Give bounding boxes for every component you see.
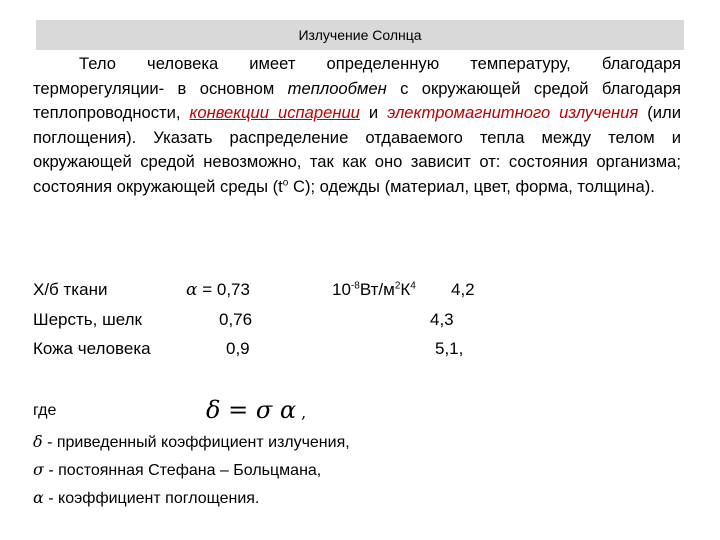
- def-alpha-symbol: α: [33, 488, 44, 507]
- alpha-value-cotton: [186, 280, 250, 300]
- definition-delta: [33, 432, 350, 452]
- formula-alpha: α: [272, 396, 297, 424]
- alpha-value-wool: 0,76: [219, 310, 253, 329]
- alpha-symbol: α: [186, 280, 198, 300]
- para-em-radiation: электромагнитного излучения: [387, 103, 639, 123]
- def-alpha-text: - коэффициент поглощения.: [43, 490, 260, 507]
- unit-base: 10: [332, 280, 351, 299]
- def-delta-text: - приведенный коэффициент излучения,: [42, 434, 350, 451]
- material-skin: Кожа человека: [33, 339, 151, 358]
- para-text-3: и: [359, 103, 388, 123]
- def-sigma-symbol: σ: [33, 460, 44, 479]
- unit-mid: Вт/м: [359, 280, 395, 299]
- para-italic-heat-exchange: теплообмен: [287, 78, 387, 98]
- def-sigma-text: - постоянная Стефана – Больцмана,: [43, 462, 322, 479]
- where-label: где: [33, 402, 57, 419]
- degree-superscript: o: [282, 177, 289, 189]
- para-text-4: (или поглощения). Указать распределение отдаваемого тепла между телом и окружающей средой невозможно, так как оно зависит от: состояния организма; состояния окружающей среды (t: [33, 103, 682, 196]
- slide-title-text: Излучение Солнца: [298, 27, 422, 43]
- unit-exp1: -8: [350, 280, 360, 292]
- unit-exp2: 2: [394, 280, 401, 292]
- unit-label: [332, 280, 416, 300]
- formula: [206, 396, 306, 424]
- body-paragraph: [33, 52, 681, 200]
- para-convection-link[interactable]: конвекции испарении: [189, 103, 360, 123]
- definition-sigma: [33, 460, 321, 480]
- alpha-value-skin: 0,9: [226, 339, 250, 358]
- material-cotton: Х/б ткани: [33, 280, 108, 299]
- formula-sigma: σ: [255, 396, 273, 424]
- formula-equals: =: [220, 396, 256, 424]
- formula-comma: ,: [296, 403, 307, 422]
- definition-alpha: [33, 488, 259, 508]
- delta-value-cotton: 4,2: [451, 280, 475, 299]
- def-delta-symbol: δ: [33, 432, 43, 451]
- material-wool-silk: Шерсть, шелк: [33, 310, 142, 329]
- para-text-2: с окружающей средой благодаря теплопроводности,: [33, 78, 681, 123]
- alpha-cotton-text: = 0,73: [197, 280, 250, 299]
- unit-exp3: 4: [410, 280, 416, 292]
- para-text-1: Тело человека имеет определенную температуру, благодаря терморегуляции- в основном: [33, 54, 681, 98]
- formula-delta: δ: [206, 396, 221, 424]
- delta-value-skin: 5,1,: [435, 339, 464, 358]
- unit-k: К: [400, 280, 411, 299]
- slide-title: [36, 20, 684, 50]
- delta-value-wool: 4,3: [430, 310, 454, 329]
- para-text-5: C); одежды (материал, цвет, форма, толщина).: [288, 176, 655, 196]
